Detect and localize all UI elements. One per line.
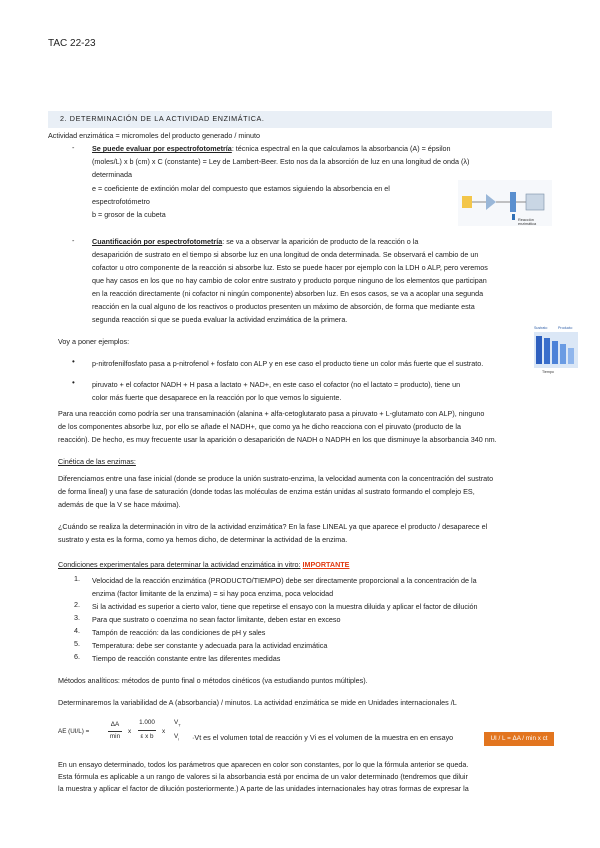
- figure-label-product: Producto: [558, 326, 573, 330]
- spectro-line-6: b = grosor de la cubeta: [92, 210, 166, 219]
- condition-number: 1.: [74, 574, 80, 583]
- condition-6: Tiempo de reacción constante entre las diferentes medidas: [92, 654, 281, 663]
- important-label: IMPORTANTE: [302, 560, 350, 569]
- document-header: TAC 22-23: [48, 38, 96, 49]
- transaminacion-line-1: Para una reacción como podría ser una transaminación (alanina + alfa-cetoglutarato pasa a piruvato + L-glutamato con ALP), ninguno: [58, 409, 485, 418]
- condition-2: Si la actividad es superior a cierto valor, tiene que repetirse el ensayo con la muestra diluida y aplicar el factor de dilución: [92, 602, 478, 611]
- quant-rest: : se va a observar la aparición de producto de la reacción o la: [222, 237, 419, 246]
- spectro-line-1: [92, 142, 462, 155]
- spectro-line-2: (moles/L) x b (cm) x C (constante) = Ley de Lambert-Beer. Esto nos da la absorción de luz en una longitud de onda (λ): [92, 157, 470, 166]
- formula-f2-num: 1.000: [139, 719, 155, 726]
- example-item-2-line-2: color más fuerte que desaparece en la reacción por lo que vemos lo siguiente.: [92, 393, 342, 402]
- condition-1-line-1: Velocidad de la reacción enzimática (PRODUCTO/TIEMPO) debe ser directamente proporcional a la concentración de la: [92, 576, 477, 585]
- formula-f3-num: [174, 719, 181, 727]
- diagram-caption: Reacción enzimática: [518, 218, 537, 226]
- examples-intro: Voy a poner ejemplos:: [58, 337, 130, 346]
- transaminacion-line-2: de los componentes absorbe luz, por ello se añade el NADH+, que como ya he dicho reacciona con el piruvato (producto de la: [58, 422, 461, 431]
- section-heading-bar: [48, 111, 552, 128]
- formula-f2-den: ε x b: [140, 733, 154, 740]
- substrate-product-figure: [534, 326, 578, 378]
- formula-explanation: ·Vt es el volumen total de reacción y Vi es el volumen de la muestra en en ensayo: [192, 733, 454, 742]
- quant-line-7: segunda reacción si que se pueda evaluar la actividad enzimática de la primera.: [92, 315, 348, 324]
- spectro-heading: Se puede evaluar por espectrofotometría: [92, 144, 232, 153]
- final-line-3: la muestra y aplicar el factor de dilución posteriormente.) A parte de las unidades internacionales hay otras formas de expresar la: [58, 784, 469, 793]
- lamp-icon: [462, 196, 472, 208]
- cinetica-line-2: de forma lineal) y una fase de saturación (donde todas las moléculas de enzima están unidas al sustrato formando el complejo ES,: [58, 487, 475, 496]
- detector-icon: [526, 194, 544, 210]
- conditions-heading-line: [58, 558, 349, 571]
- cinetica-heading: Cinética de las enzimas:: [58, 457, 136, 466]
- activity-definition: Actividad enzimática = micromoles del producto generado / minuto: [48, 131, 260, 140]
- final-line-2: Esta fórmula es aplicable a un rango de valores si la absorbancia está por encima de un valor determinado (tendremos que diluir: [58, 772, 468, 781]
- quant-line-5: en la reacción directamente (ni cofactor ni ningún componente) absorben luz. En esos casos, se va a acoplar una segunda: [92, 289, 484, 298]
- formula-vi: V: [174, 733, 179, 740]
- condition-4: Tampón de reacción: da las condiciones de pH y sales: [92, 628, 266, 637]
- condition-number: 3.: [74, 613, 80, 622]
- quant-line-2: desaparición de sustrato en el tiempo si absorbe luz en una longitud de onda determinada. Se observará el cambio de un: [92, 250, 479, 259]
- formula-vi-sub: i: [178, 736, 180, 742]
- quant-line-4: que hay casos en los que no hay cambio de color entre sustrato y producto porque ninguno de los elementos que participan: [92, 276, 487, 285]
- example-item-1: p-nitrofenilfosfato pasa a p-nitrofenol + fosfato con ALP y en ese caso el producto tiene un color más fuerte que el sustrato.: [92, 359, 484, 368]
- variability-line: Determinaremos la variabilidad de A (absorbancia) / minutos. La actividad enzimática se mide en Unidades internacionales /L: [58, 698, 457, 707]
- dash-bullet: -: [72, 143, 75, 152]
- transaminacion-line-3: reacción). De hecho, es muy frecuente usar la aparición o desaparición de NADH o NADPH en los que disminuye la absorbancia 340 nm.: [58, 435, 497, 444]
- final-line-1: En un ensayo determinado, todos los parámetros que aparecen en color son constantes, por lo que la fórmula anterior se queda.: [58, 760, 469, 769]
- quant-line-1: [92, 235, 552, 248]
- condition-5: Temperatura: debe ser constante y adecuada para la actividad enzimática: [92, 641, 328, 650]
- condition-3: Para que sustrato o coenzima no sean factor limitante, deben estar en exceso: [92, 615, 341, 624]
- formula-badge: UI / L = ΔA / min x ct: [484, 732, 554, 746]
- spectrophotometer-diagram: [458, 180, 552, 226]
- condition-1-line-2: enzima (factor limitante de la enzima) = si hay poca enzima, poca velocidad: [92, 589, 334, 598]
- spectro-line-4: e = coeficiente de extinción molar del compuesto que estamos siguiendo la absorbencia en el: [92, 184, 390, 193]
- figure-axis-label: Tiempo: [542, 370, 554, 374]
- methods-line: Métodos analíticos: métodos de punto final o métodos cinéticos (va estudiando puntos múltiples).: [58, 676, 368, 685]
- formula-f1-num: ΔA: [110, 721, 120, 728]
- figure-label-substrate: Sustrato: [534, 326, 548, 330]
- condition-number: 6.: [74, 652, 80, 661]
- question-line-2: sustrato y esta es la forma, como ya hemos dicho, de determinar la actividad de la enzima.: [58, 535, 348, 544]
- fraction-line: [108, 731, 122, 732]
- quant-heading: Cuantificación por espectrofotometría: [92, 237, 223, 246]
- condition-number: 2.: [74, 600, 80, 609]
- spectro-line-3: determinada: [92, 170, 132, 179]
- formula-lhs: AE (UI/L) =: [58, 728, 90, 735]
- spectro-rest: : técnica espectral en la que calculamos la absorbancia (A) = épsilon: [231, 144, 451, 153]
- cuvette-icon: [510, 192, 516, 212]
- question-line-1: ¿Cuándo se realiza la determinación in vitro de la actividad enzimática? En la fase LINEAL ya que aparece el producto / desaparece el: [58, 522, 488, 531]
- formula-times-2: x: [162, 728, 166, 735]
- formula-vt: V: [174, 719, 179, 726]
- section-title: 2. DETERMINACIÓN DE LA ACTIVIDAD ENZIMÁTICA.: [60, 114, 265, 123]
- dash-bullet: -: [72, 236, 75, 245]
- formula-f3-den: [174, 733, 179, 741]
- formula-f1-den: min: [109, 733, 121, 740]
- condition-number: 4.: [74, 626, 80, 635]
- condition-number: 5.: [74, 639, 80, 648]
- example-item-2-line-1: piruvato + el cofactor NADH + H pasa a lactato + NAD+, en este caso el cofactor (no el lactato = producto), tiene un: [92, 380, 461, 389]
- fraction-line: [138, 730, 156, 731]
- formula-vt-sub: T: [178, 722, 181, 728]
- formula-times-1: x: [128, 728, 132, 735]
- spectro-line-5: espectrofotómetro: [92, 197, 150, 206]
- bullet-dot: •: [72, 357, 75, 366]
- bullet-dot: •: [72, 378, 75, 387]
- cinetica-line-1: Diferenciamos entre una fase inicial (donde se produce la unión sustrato-enzima, la velocidad aumenta con la concentración del sustrato: [58, 474, 494, 483]
- quant-line-6: reacción en la cual alguno de los reactivos o productos presenten un máximo de absorción, de forma que mediante esta: [92, 302, 475, 311]
- conditions-heading: Condiciones experimentales para determinar la actividad enzimática in vitro:: [58, 560, 301, 569]
- cinetica-line-3: además de que la V se hace máxima).: [58, 500, 181, 509]
- quant-line-3: cofactor u otro componente de la reacción si absorbe luz. Esto se puede hacer por ejemplo con la LDH o ALP, pero veremos: [92, 263, 488, 272]
